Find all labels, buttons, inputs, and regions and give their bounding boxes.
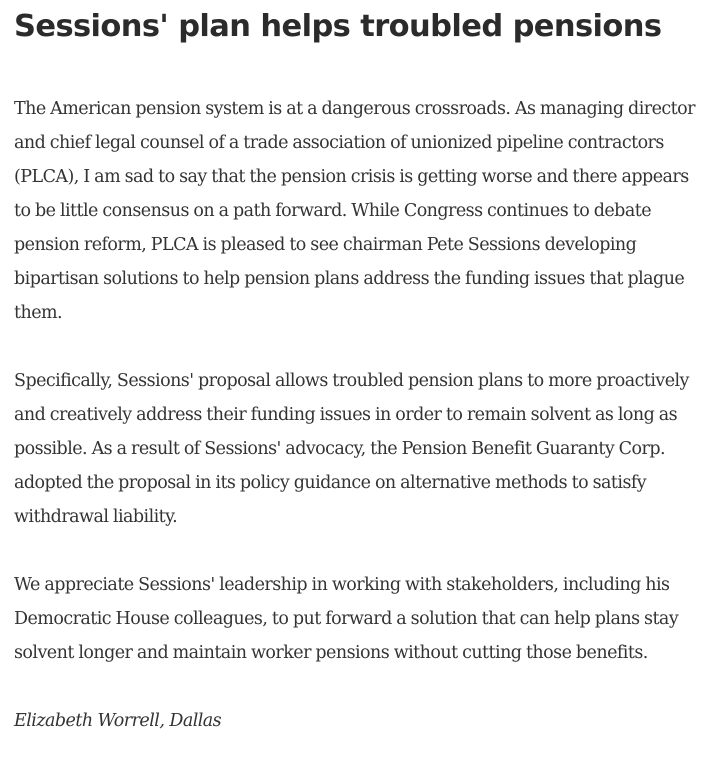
letter-body: [14, 92, 704, 738]
paragraph-1: The American pension system is at a dangerous crossroads. As managing director and chief legal counsel of a trade association of unionized pipeline contractors (PLCA), I am sad to say that the pension crisis is getting worse and there appears to be little consensus on a path forward. While Congress continues to debate pension reform, PLCA is pleased to see chairman Pete Sessions developing bipartisan solutions to help pension plans address the funding issues that plague them.: [14, 99, 695, 323]
paragraph-3: We appreciate Sessions' leadership in working with stakeholders, including his Democratic House colleagues, to put forward a solution that can help plans stay solvent longer and maintain worker pensions without cutting those benefits.: [14, 575, 679, 663]
paragraph-2: Specifically, Sessions' proposal allows troubled pension plans to more proactively and creatively address their funding issues in order to remain solvent as long as possible. As a result of Sessions' advocacy, the Pension Benefit Guaranty Corp. adopted the proposal in its policy guidance on alternative methods to satisfy withdrawal liability.: [14, 371, 689, 527]
author-signature: Elizabeth Worrell, Dallas: [14, 711, 222, 731]
headline: Sessions' plan helps troubled pensions: [14, 9, 662, 44]
letter-article: [14, 6, 704, 738]
